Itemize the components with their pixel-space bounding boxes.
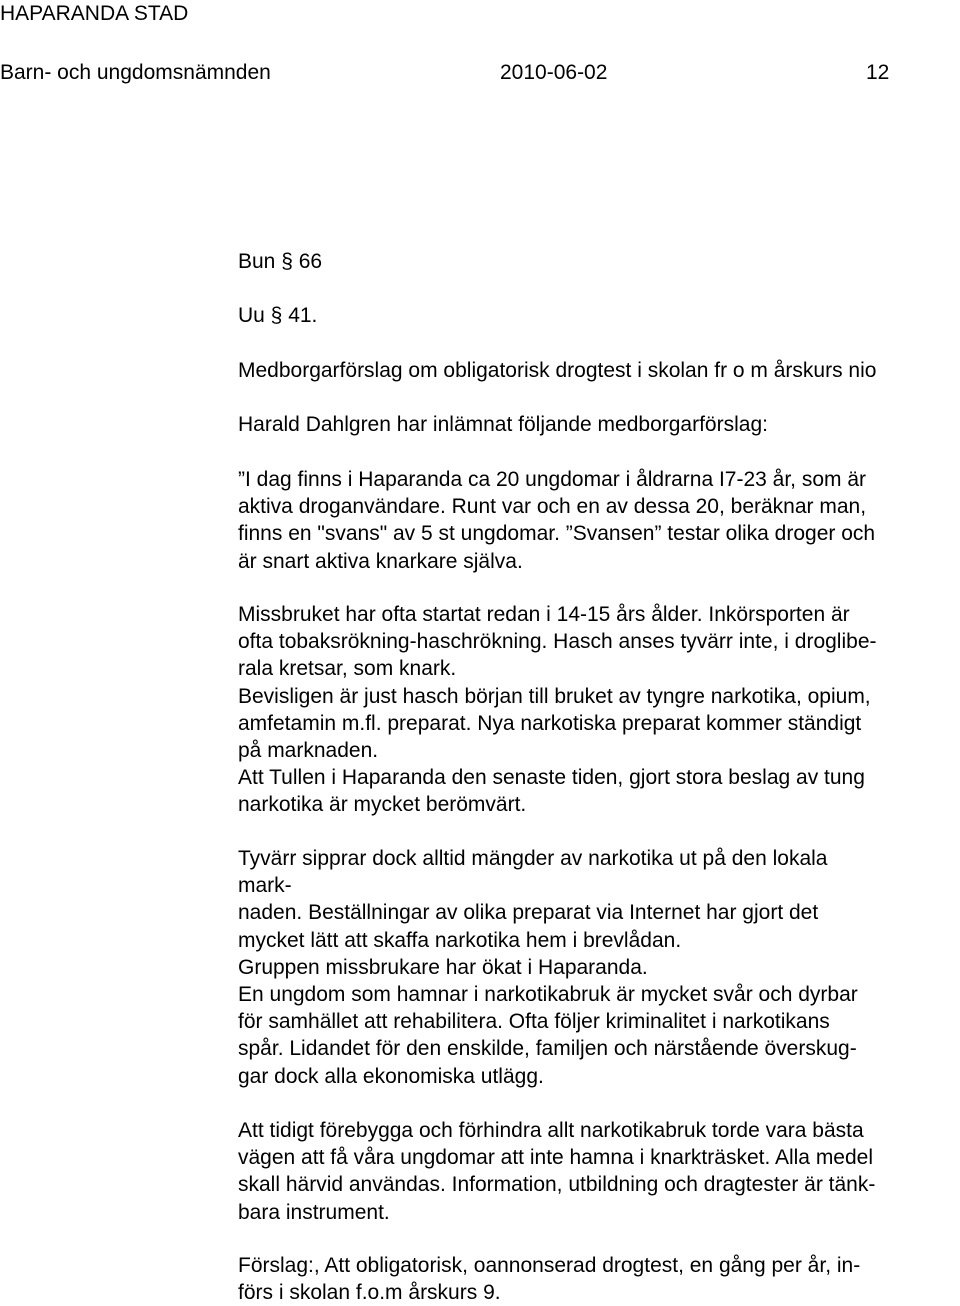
- paragraph-4: [238, 1117, 958, 1226]
- paragraph-1: [238, 466, 958, 575]
- paragraph-2: [238, 601, 958, 819]
- text-line: Förslag:, Att obligatorisk, oannonserad drogtest, en gång per år, in-: [238, 1254, 861, 1277]
- text-line: skall härvid användas. Information, utbildning och dragtester är tänk-: [238, 1173, 876, 1197]
- committee-name: Barn- och ungdomsnämnden: [0, 61, 271, 84]
- intro-line: Harald Dahlgren har inlämnat följande medborgarförslag:: [238, 413, 768, 436]
- text-line: Bevisligen är just hasch början till bruket av tyngre narkotika, opium,: [238, 684, 871, 708]
- text-line: ”I dag finns i Haparanda ca 20 ungdomar i åldrarna I7-23 år, som är: [238, 468, 867, 491]
- paragraph-5: [238, 1252, 958, 1306]
- text-line: mycket lätt att skaffa narkotika hem i brevlådan.: [238, 928, 682, 952]
- text-line: rala kretsar, som knark.: [238, 657, 457, 681]
- text-line: spår. Lidandet för den enskilde, familjen och närstående överskug-: [238, 1037, 857, 1061]
- uu-reference: Uu § 41.: [238, 304, 318, 327]
- text-line: aktiva droganvändare. Runt var och en av dessa 20, beräknar man,: [238, 495, 867, 519]
- text-line: gar dock alla ekonomiska utlägg.: [238, 1064, 544, 1088]
- text-line: Att Tullen i Haparanda den senaste tiden, gjort stora beslag av tung: [238, 766, 865, 790]
- text-line: En ungdom som hamnar i narkotikabruk är mycket svår och dyrbar: [238, 982, 858, 1006]
- text-line: Tyvärr sipprar dock alltid mängder av narkotika ut på den lokala: [238, 847, 828, 870]
- text-line: är snart aktiva knarkare själva.: [238, 549, 523, 573]
- text-line: mark-: [238, 874, 292, 898]
- text-line: amfetamin m.fl. preparat. Nya narkotiska preparat kommer ständigt: [238, 711, 862, 735]
- text-line: naden. Beställningar av olika preparat via Internet har gjort det: [238, 901, 819, 925]
- text-line: bara instrument.: [238, 1200, 390, 1224]
- bun-reference: Bun § 66: [238, 250, 323, 273]
- text-line: Att tidigt förebygga och förhindra allt narkotikabruk torde vara bästa: [238, 1119, 864, 1142]
- text-line: Gruppen missbrukare har ökat i Haparanda.: [238, 955, 648, 979]
- text-line: Missbruket har ofta startat redan i 14-15 års ålder. Inkörsporten är: [238, 603, 850, 626]
- organization-name: HAPARANDA STAD: [0, 2, 189, 25]
- page-number: 12: [866, 61, 890, 84]
- text-line: finns en "svans" av 5 st ungdomar. ”Svansen” testar olika droger och: [238, 522, 876, 546]
- text-line: förs i skolan f.o.m årskurs 9.: [238, 1281, 501, 1305]
- text-line: ofta tobaksrökning-haschrökning. Hasch anses tyvärr inte, i droglibe-: [238, 630, 877, 654]
- text-line: på marknaden.: [238, 738, 379, 762]
- text-line: för samhället att rehabilitera. Ofta följer kriminalitet i narkotikans: [238, 1010, 830, 1034]
- meeting-date: 2010-06-02: [500, 61, 608, 84]
- paragraph-3: [238, 845, 958, 1090]
- text-line: vägen att få våra ungdomar att inte hamna i knarkträsket. Alla medel: [238, 1146, 874, 1170]
- subject-heading: Medborgarförslag om obligatorisk drogtest i skolan fr o m årskurs nio: [238, 359, 877, 382]
- text-line: narkotika är mycket berömvärt.: [238, 793, 527, 817]
